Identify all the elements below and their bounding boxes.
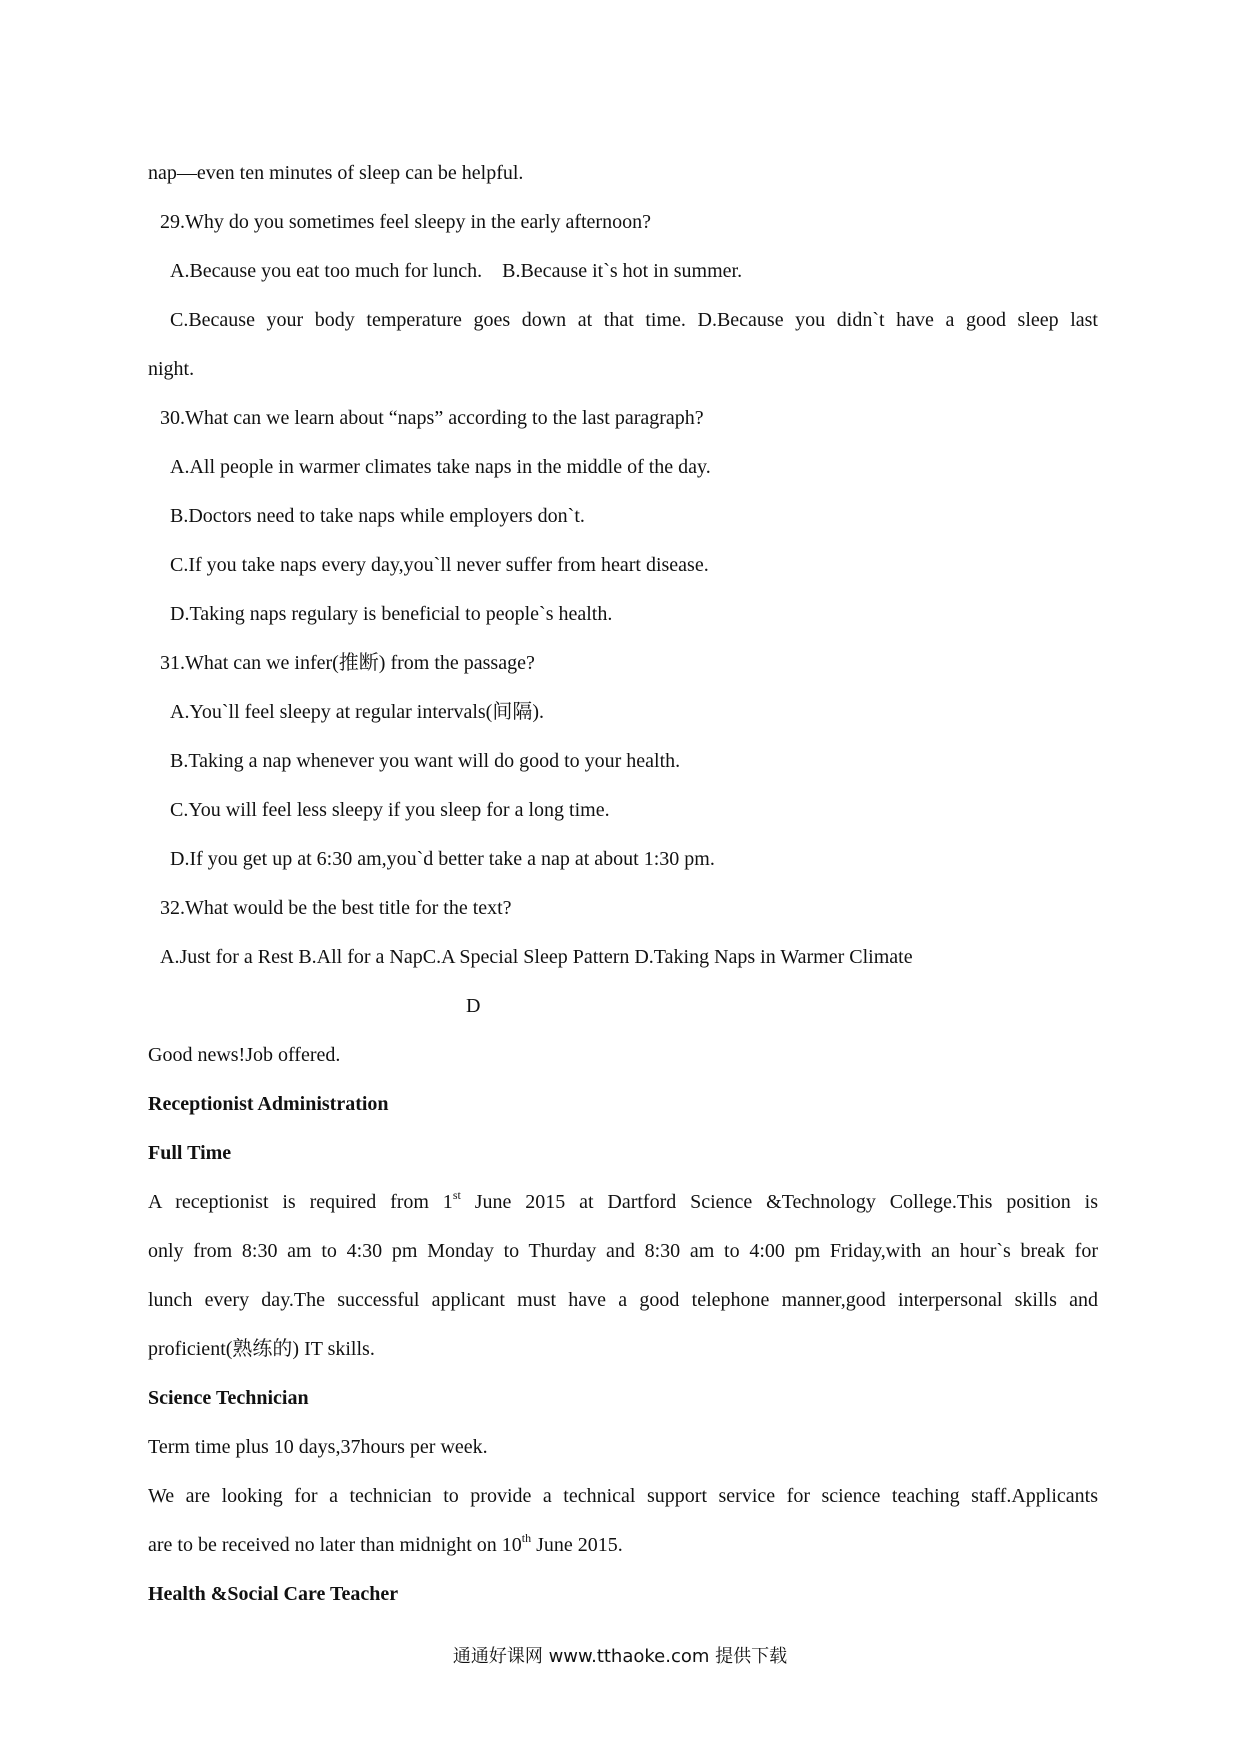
question-31-option-d: D.If you get up at 6:30 am,you`d better take a nap at about 1:30 pm. <box>170 848 715 870</box>
section-intro: Good news!Job offered. <box>148 1044 341 1066</box>
question-32-options: A.Just for a Rest B.All for a NapC.A Special Sleep Pattern D.Taking Naps in Warmer Climate <box>160 946 913 968</box>
question-29-stem: 29.Why do you sometimes feel sleepy in the early afternoon? <box>160 211 651 233</box>
question-30-stem: 30.What can we learn about “naps” according to the last paragraph? <box>160 407 704 429</box>
job1-description-line1: A receptionist is required from 1st June 2015 at Dartford Science &Technology College.This position is <box>148 1188 1098 1213</box>
job1-description-line3: lunch every day.The successful applicant must have a good telephone manner,good interpersonal skills and <box>148 1289 1098 1311</box>
question-29-options-row2: C.Because your body temperature goes down at that time. D.Because you didn`t have a good sleep last <box>170 309 1098 331</box>
question-31-option-b: B.Taking a nap whenever you want will do good to your health. <box>170 750 681 772</box>
passage-tail: nap—even ten minutes of sleep can be helpful. <box>148 162 524 184</box>
job1-description-line4: proficient(熟练的) IT skills. <box>148 1338 375 1360</box>
question-31-option-a: A.You`ll feel sleepy at regular intervals(间隔). <box>170 701 544 723</box>
job2-description-line1: Term time plus 10 days,37hours per week. <box>148 1436 488 1458</box>
question-30-option-c: C.If you take naps every day,you`ll never suffer from heart disease. <box>170 554 709 576</box>
job1-description-line2: only from 8:30 am to 4:30 pm Monday to Thurday and 8:30 am to 4:00 pm Friday,with an hour`s break for <box>148 1240 1098 1262</box>
section-letter: D <box>466 995 481 1017</box>
question-30-option-a: A.All people in warmer climates take naps in the middle of the day. <box>170 456 711 478</box>
job2-description-line2: We are looking for a technician to provide a technical support service for science teaching staff.Applicants <box>148 1485 1098 1507</box>
job-title-receptionist: Receptionist Administration <box>148 1093 389 1115</box>
question-29-options-row2-cont: night. <box>148 358 195 380</box>
job-subtitle-full-time: Full Time <box>148 1142 232 1164</box>
question-32-stem: 32.What would be the best title for the text? <box>160 897 512 919</box>
page-footer: 通通好课网 www.tthaoke.com 提供下载 <box>452 1646 788 1667</box>
question-31-stem: 31.What can we infer(推断) from the passage? <box>160 652 535 674</box>
question-30-option-b: B.Doctors need to take naps while employers don`t. <box>170 505 585 527</box>
question-31-option-c: C.You will feel less sleepy if you sleep for a long time. <box>170 799 610 821</box>
question-29-options-row1: A.Because you eat too much for lunch. B.Because it`s hot in summer. <box>170 260 743 282</box>
job-title-health-social-care-teacher: Health &Social Care Teacher <box>148 1583 399 1605</box>
job2-description-line3: are to be received no later than midnight on 10th June 2015. <box>148 1531 623 1556</box>
question-30-option-d: D.Taking naps regulary is beneficial to people`s health. <box>170 603 613 625</box>
job-title-science-technician: Science Technician <box>148 1387 309 1409</box>
